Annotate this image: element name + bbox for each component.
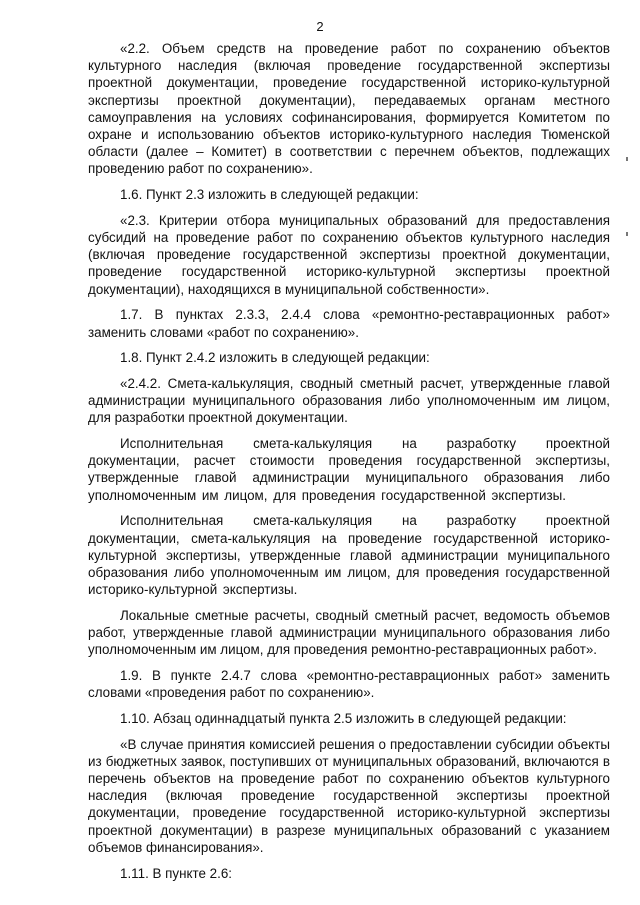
- paragraph-2-2: «2.2. Объем средств на проведение работ по сохранению объектов культурного наследия (включая проведение государственной экспертизы проектной документации, проведение государственной историко-культурной экспертизы проектной документации), передаваемых органам местного самоуправления на условиях софинансирования, формируется Комитетом по охране и использованию объектов историко-культурного наследия Тюменской области (далее – Комитет) в соответствии с перечнем объектов, подлежащих проведению работ по сохранению».: [88, 41, 610, 177]
- paragraph-executive-estimate-2: Исполнительная смета-калькуляция на разработку проектной документации, смета-калькуляция на проведение государственной историко-культурной экспертизы, утвержденные главой администрации муниципального образования либо уполномоченным им лицом, для проведения государственной историко-культурной экспертизы.: [88, 513, 610, 598]
- paragraph-1-10: 1.10. Абзац одиннадцатый пункта 2.5 изложить в следующей редакции:: [120, 710, 567, 726]
- paragraph-1-11: 1.11. В пункте 2.6:: [120, 865, 232, 881]
- paragraph-1-8: 1.8. Пункт 2.4.2 изложить в следующей редакции:: [120, 350, 430, 366]
- margin-mark-top: [626, 157, 628, 161]
- page-number: 2: [316, 19, 324, 34]
- paragraph-2-3: «2.3. Критерии отбора муниципальных образований для предоставления субсидий на проведение работ по сохранению объектов культурного наследия (включая проведение государственной экспертизы проектной документации, проведение государственной историко-культурной экспертизы проектной документации), находящихся в муниципальной собственности».: [88, 212, 610, 297]
- paragraph-commission-decision: «В случае принятия комиссией решения о предоставлении субсидии объекты из бюджетных заявок, поступивших от муниципальных образований, включаются в перечень объектов на проведение работ по сохранению объектов культурного наследия (включая проведение государственной экспертизы проектной документации, проведение государственной историко-культурной экспертизы проектной документации) в разрезе муниципальных образований с указанием объемов финансирования».: [88, 736, 610, 855]
- document-body: [88, 40, 610, 890]
- paragraph-executive-estimate-1: Исполнительная смета-калькуляция на разработку проектной документации, расчет стоимости проведения государственной экспертизы, утвержденные главой администрации муниципального образования либо уполномоченным им лицом, для проведения государственной экспертизы.: [88, 436, 610, 503]
- paragraph-1-7: 1.7. В пунктах 2.3.3, 2.4.4 слова «ремонтно-реставрационных работ» заменить словами «работ по сохранению».: [88, 307, 610, 340]
- paragraph-2-4-2: «2.4.2. Смета-калькуляция, сводный сметный расчет, утвержденные главой администрации муниципального образования либо уполномоченным им лицом, для разработки проектной документации.: [88, 375, 610, 426]
- paragraph-1-9: 1.9. В пункте 2.4.7 слова «ремонтно-реставрационных работ» заменить словами «проведения работ по сохранению».: [88, 668, 610, 701]
- paragraph-1-6: 1.6. Пункт 2.3 изложить в следующей редакции:: [120, 187, 419, 203]
- margin-mark-bottom: [626, 232, 628, 236]
- paragraph-local-estimates: Локальные сметные расчеты, сводный сметный расчет, ведомость объемов работ, утвержденные главой администрации муниципального образования либо уполномоченным им лицом, для проведения ремонтно-реставрационных работ».: [88, 607, 610, 658]
